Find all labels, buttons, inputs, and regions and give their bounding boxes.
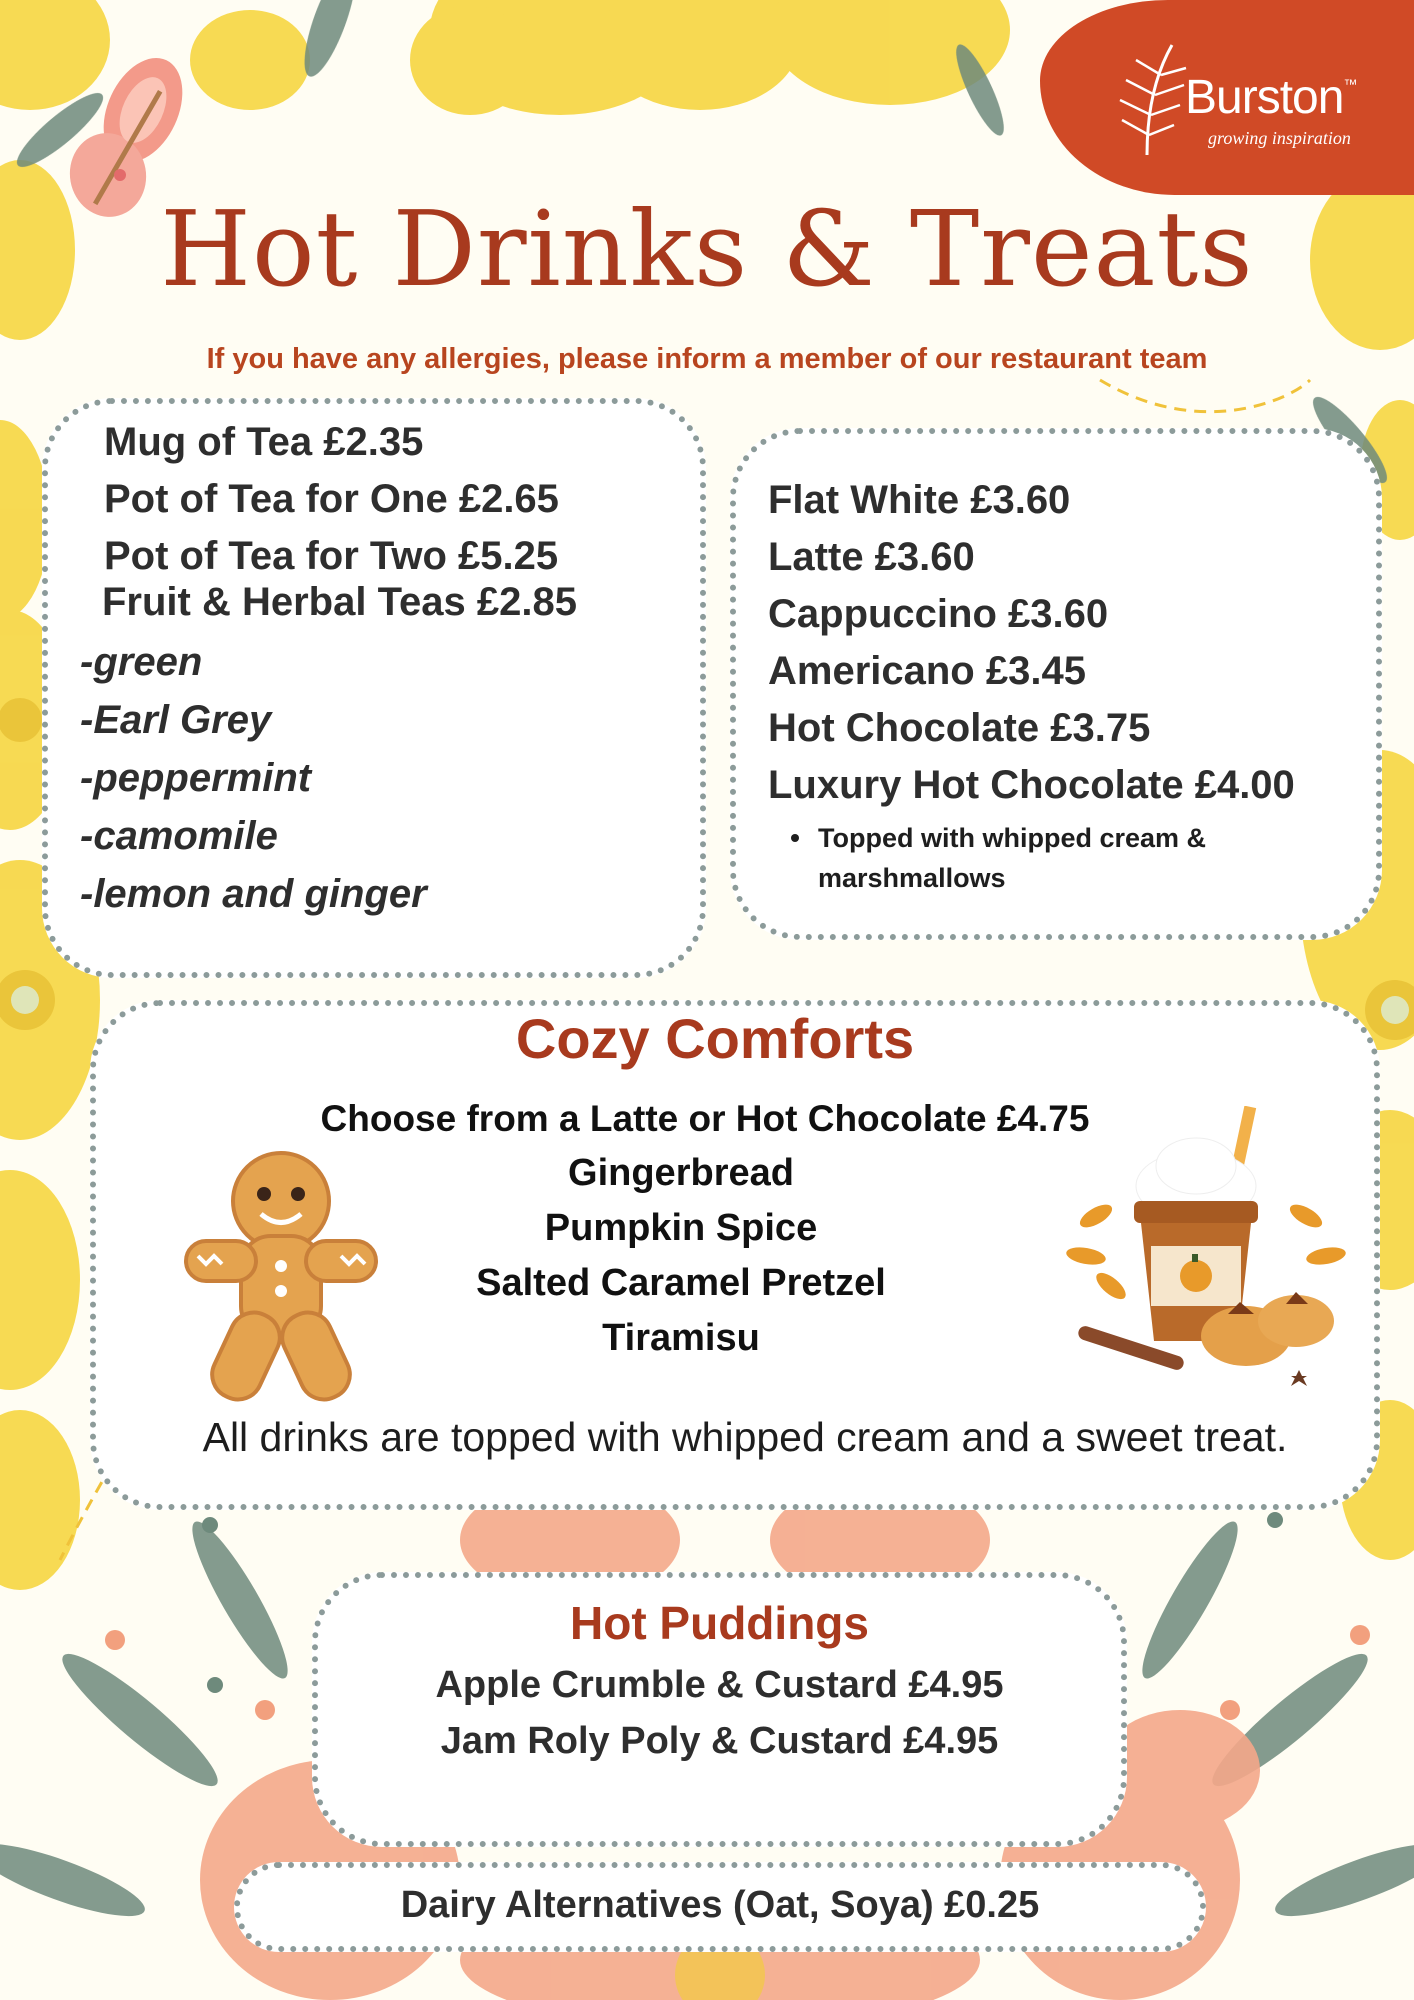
cozy-comforts-box <box>90 1000 1380 1510</box>
cozy-flavour: Tiramisu <box>602 1317 760 1359</box>
dairy-alternatives: Dairy Alternatives (Oat, Soya) £0.25 <box>400 1884 1040 1926</box>
cozy-intro: Choose from a Latte or Hot Chocolate £4.75 <box>320 1098 1090 1139</box>
tea-flavour: -Earl Grey <box>80 698 272 742</box>
tea-menu-box <box>42 398 706 978</box>
gingerbread-man-icon <box>176 1146 386 1406</box>
dairy-alternatives-box <box>234 1862 1206 1952</box>
allergy-notice: If you have any allergies, please inform a member of our restaurant team <box>206 343 1208 375</box>
cozy-flavour: Gingerbread <box>568 1152 794 1194</box>
brand-name: Burston™ <box>1185 71 1357 124</box>
coffee-item: Luxury Hot Chocolate £4.00 <box>768 763 1295 807</box>
coffee-item: Americano £3.45 <box>768 649 1086 693</box>
tea-item: Fruit & Herbal Teas £2.85 <box>102 580 577 624</box>
tea-item: Pot of Tea for One £2.65 <box>104 477 559 521</box>
pudding-item: Apple Crumble & Custard £4.95 <box>435 1664 1004 1706</box>
coffee-item: Cappuccino £3.60 <box>768 592 1109 636</box>
cozy-footer: All drinks are topped with whipped cream and a sweet treat. <box>202 1414 1288 1460</box>
cozy-flavour: Salted Caramel Pretzel <box>476 1262 886 1304</box>
pudding-item: Jam Roly Poly & Custard £4.95 <box>440 1720 999 1762</box>
tea-flavour: -peppermint <box>80 756 312 800</box>
coffee-item: Hot Chocolate £3.75 <box>768 706 1151 750</box>
cozy-heading: Cozy Comforts <box>515 1007 915 1070</box>
fern-logo-icon <box>1102 40 1192 160</box>
pumpkin-latte-icon <box>1056 1106 1356 1396</box>
tea-item: Pot of Tea for Two £5.25 <box>104 534 559 578</box>
brand-tagline: growing inspiration <box>1208 128 1351 148</box>
coffee-item: Flat White £3.60 <box>768 478 1071 522</box>
coffee-item: Latte £3.60 <box>768 535 975 579</box>
puddings-heading: Hot Puddings <box>570 1597 869 1649</box>
tea-flavour: -camomile <box>80 814 278 858</box>
tea-flavour: -lemon and ginger <box>80 872 427 916</box>
hot-puddings-box <box>312 1572 1127 1847</box>
tea-item: Mug of Tea £2.35 <box>104 420 424 464</box>
coffee-note: Topped with whipped cream & marshmallows <box>818 818 1298 898</box>
coffee-menu-box <box>730 428 1382 940</box>
tea-flavour: -green <box>80 640 203 684</box>
cozy-flavour: Pumpkin Spice <box>544 1207 818 1249</box>
brand-logo <box>1040 0 1414 195</box>
bullet-icon <box>791 834 799 842</box>
page-title: Hot Drinks & Treats <box>160 188 1254 310</box>
